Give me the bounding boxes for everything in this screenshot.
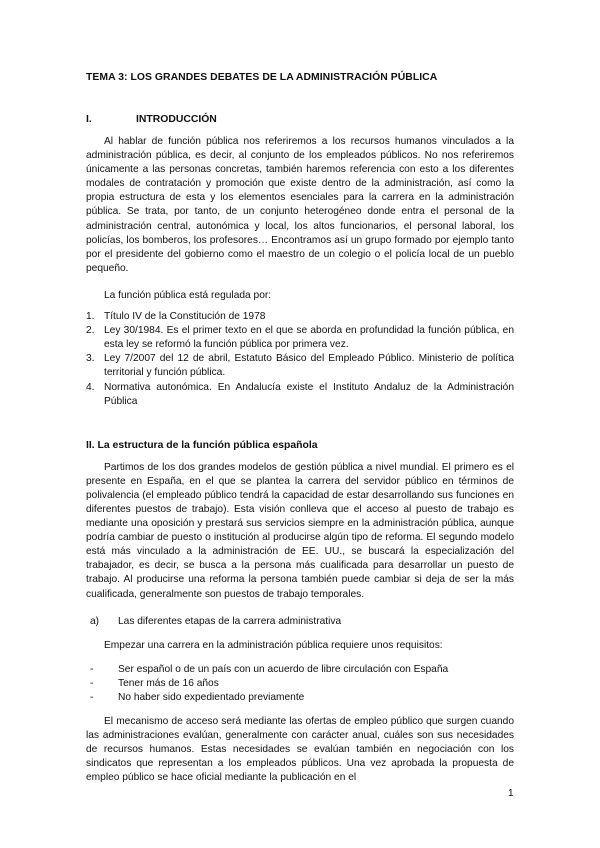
subsection-a-heading <box>86 615 514 629</box>
list-item-text: Tener más de 16 años <box>118 677 219 689</box>
list-item-text: No haber sido expedientado previamente <box>118 692 305 703</box>
list-item-text: Título IV de la Constitución de 1978 <box>104 311 266 323</box>
list-item-number: 3. <box>86 353 95 365</box>
section1-number: I. <box>86 114 92 125</box>
section1-paragraph: Al hablar de función pública nos referiremos a los recursos humanos vinculados a la administración pública, es decir, al conjunto de los empleados públicos. No nos referiremos únicamente a las personas concretas, también haremos referencia con esto a los diferentes modales de contratación y promoción que existe dentro de la administración, así como la propia estructura de esta y los elementos esenciales para la carrera en la administración pública. Se trata, por tanto, de un conjunto heterogéneo donde entra el personal de la administración central, autonómica y local, los altos funcionarios, el personal laboral, los policías, los bomberos, los profesores… Encontramos así un grupo formado por ejemplo tanto por el presidente del gobierno como el maestro de un colegio o el policía local de un pueblo pequeño. <box>86 136 514 274</box>
section2-paragraph: Partimos de los dos grandes modelos de gestión pública a nivel mundial. El primero es el presente en España, en el que se plantea la carrera del servidor público en términos de polivalencia (el empleado público tendrá la capacidad de estar desarrollando sus funciones en diferentes puestos de trabajo). Esta visión conlleva que el acceso al puesto de trabajo es mediante una oposición y prestará sus servicios siempre en la administración pública, aunque podría cambiar de puesto o institución al producirse algún tipo de reforma. El segundo modelo está más vinculado a la administración de EE. UU., se buscará la especialización del trabajador, es decir, se busca a la persona más cualificada para desarrollar un puesto de trabajo. Al producirse una reforma la persona también puede cambiar si deja de ser la más cualificada, generalmente son puestos de trabajo temporales. <box>86 461 514 600</box>
list-item-text: Ley 30/1984. Es el primer texto en el que se aborda en profundidad la función pública, en esta ley se reformó la función pública por primera vez. <box>104 325 514 351</box>
subsection-a-label: a) <box>90 615 100 627</box>
list-item-number: 2. <box>86 325 95 337</box>
list-item <box>86 663 514 677</box>
section1-heading <box>86 114 514 125</box>
requirements-intro: Empezar una carrera en la administración pública requiere unos requisitos: <box>104 639 443 651</box>
list-item <box>86 691 514 705</box>
section2-heading: II. La estructura de la función pública española <box>86 439 318 451</box>
list-item-text: Ley 7/2007 del 12 de abril, Estatuto Básico del Empleado Público. Ministerio de política territorial y función pública. <box>104 353 514 379</box>
requirements-list <box>86 663 514 705</box>
list-item <box>86 677 514 691</box>
list-item-dash: - <box>90 692 94 703</box>
page-content <box>86 72 514 786</box>
list-item-text: Ser español o de un país con un acuerdo de libre circulación con España <box>118 663 449 675</box>
document-title: TEMA 3: LOS GRANDES DEBATES DE LA ADMINISTRACIÓN PÚBLICA <box>86 72 438 83</box>
page-number: 1 <box>508 788 514 799</box>
list-item-text: Normativa autonómica. En Andalucía existe el Instituto Andaluz de la Administración Pública <box>104 381 514 407</box>
section2-paragraph-2: El mecanismo de acceso será mediante las ofertas de empleo público que surgen cuando las administraciones evalúan, generalmente con carácter anual, cuáles son sus necesidades de recursos humanos. Estas necesidades se evalúan también en negociación con los sindicatos que representan a los empleados públicos. Una vez aprobada la propuesta de empleo público se hace oficial mediante la publicación en el <box>86 716 514 784</box>
list-item <box>86 352 514 380</box>
section1-title: INTRODUCCIÓN <box>136 114 217 125</box>
subsection-a-title: Las diferentes etapas de la carrera administrativa <box>118 615 342 627</box>
list-item-number: 4. <box>86 381 95 393</box>
regulation-list <box>86 310 514 409</box>
list-item-dash: - <box>90 677 94 689</box>
list-item-dash: - <box>90 663 94 675</box>
list-item <box>86 324 514 352</box>
list-item <box>86 381 514 409</box>
regulation-list-intro: La función pública está regulada por: <box>104 289 272 301</box>
list-item <box>86 310 514 324</box>
list-item-number: 1. <box>86 311 95 323</box>
